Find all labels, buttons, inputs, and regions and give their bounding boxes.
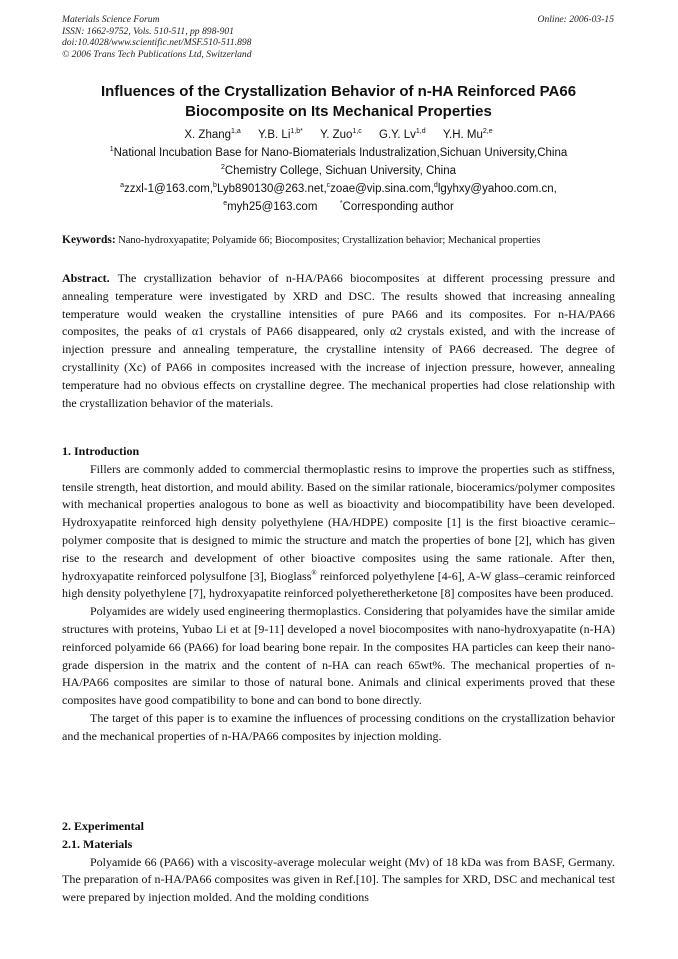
author-block [62, 126, 615, 216]
affiliation-2: $^2$Chemistry College, Sichuan University, China [220, 164, 457, 177]
section-heading: 2. Experimental [62, 819, 144, 833]
journal-issn: ISSN: 1662-9752, Vols. 510-511, pp 898-901 [62, 25, 234, 37]
section-heading: 1. Introduction [62, 444, 140, 458]
journal-info [62, 14, 252, 60]
email-list: $^a$zzxl-1@163.com,$^b$Lyb890130@263.net,$^c$zoae@vip.sina.com,$^d$lgyhxy@yahoo.com.cn, [120, 182, 557, 195]
author: Y. Zuo$^{1,c}$ [320, 128, 362, 141]
author: G.Y. Lv$^{1,d}$ [379, 128, 426, 141]
experimental-section [62, 818, 615, 907]
journal-doi: doi:10.4028/www.scientific.net/MSF.510-511.898 [62, 37, 252, 48]
abstract [62, 270, 615, 412]
corresponding-author-note: Corresponding author [342, 201, 454, 213]
abstract-label: Abstract. [62, 271, 110, 285]
title-line-2: Biocomposite on Its Mechanical Properties [185, 103, 492, 120]
online-date: Online: 2006-03-15 [537, 14, 614, 25]
email-c[interactable]: zoae@vip.sina.com, [330, 183, 434, 195]
paragraph: Fillers are commonly added to commercial thermoplastic resins to improve the properties such as stiffness, tensile strength, heat distortion, and mould ability. Based on the similar rationale, bioceramics/polymer composites with mechanical properties analogous to bone as well as bioactivity and biocompatibility have been developed. Hydroxyapatite reinforced high density polyethylene (HA/HDPE) composite [1] is the first bioactive ceramic–polymer composite that is designed to mimic the structure and match the properties of bone [2], which has given rise to the research and development of other bioactive composites using the same rationale. After then, hydroxyapatite reinforced polysulfone [3], Bioglass® reinforced polyethylene [4-6], A-W glass–ceramic reinforced high density polyethylene [7], hydroxyapatite reinforced polyetheretherketone [8] composites have been produced. [62, 461, 615, 601]
keywords-label: Keywords: [62, 234, 116, 246]
paper-title [62, 82, 615, 122]
journal-copyright: © 2006 Trans Tech Publications Ltd, Switzerland [62, 48, 252, 60]
introduction-section [62, 443, 615, 746]
keywords-text: Nano-hydroxyapatite; Polyamide 66; Biocomposites; Crystallization behavior; Mechanical properties [118, 235, 541, 246]
paragraph: Polyamides are widely used engineering thermoplastics. Considering that polyamides have the similar amide structures with proteins, Yubao Li et at [9-11] developed a novel biocomposites with nano-hydroxyapatite (n-HA) reinforced polyamide 66 (PA66) for load bearing bone repair. In the composites HA particles can keep their nano-grade dispersion in the matrix and the content of n-HA can reach 65wt%. The mechanical properties of n-HA/PA66 composites are similar to those of natural bone. Animals and clinical experiments proved that these composites have good compatibility to bone and can bond to bone directly. [62, 604, 615, 708]
paragraph: Polyamide 66 (PA66) with a viscosity-average molecular weight (Mv) of 18 kDa was from BASF, Germany. The preparation of n-HA/PA66 composites was given in Ref.[10]. The samples for XRD, DSC and mechanical test were prepared by injection molded. And the molding conditions [62, 854, 615, 905]
author: X. Zhang$^{1,a}$ [184, 128, 241, 141]
title-line-1: Influences of the Crystallization Behavior of n-HA Reinforced PA66 [100, 83, 577, 100]
author: Y.B. $Li^{1,b*}$ [257, 128, 303, 141]
author-list [62, 126, 615, 144]
email-list-2: $^e$myh25@163.com *Corresponding author [223, 200, 454, 213]
affiliation-1: $^1$National Incubation Base for Nano-Biomaterials Industralization,Sichuan University,China [109, 146, 568, 159]
email-a[interactable]: zzxl-1@163.com, [124, 183, 214, 195]
keywords [62, 235, 615, 247]
author: Y.H. Mu$^{2,e}$ [442, 128, 493, 141]
email-e[interactable]: myh25@163.com [227, 201, 318, 213]
abstract-text: The crystallization behavior of n-HA/PA66 biocomposites at different processing pressure and annealing temperature were investigated by XRD and DSC. The results showed that increasing annealing temperature would weaken the crystalline intensities of pure PA66 and its composites. For n-HA/PA66 composites, the peaks of α1 crystals of PA66 disappeared, only α2 crystals existed, and with the increase of injection pressure and annealing temperature, the crystalline intensity of PA66 decreased. The degree of crystallinity (Xc) of PA66 in composites increased with the increase of injection pressure, however, annealing temperature had no obvious effects on crystalline degree. The mechanical properties had close relationship with the crystallization behavior of the materials. [62, 271, 615, 410]
subsection-heading: 2.1. Materials [62, 836, 133, 851]
journal-name: Materials Science Forum [62, 14, 160, 25]
email-d[interactable]: lgyhxy@yahoo.com.cn, [437, 183, 557, 195]
email-b[interactable]: Lyb890130@263.net, [216, 183, 327, 195]
paragraph: The target of this paper is to examine the influences of processing conditions on the crystallization behavior and the mechanical properties of n-HA/PA66 composites by injection molding. [62, 710, 615, 743]
